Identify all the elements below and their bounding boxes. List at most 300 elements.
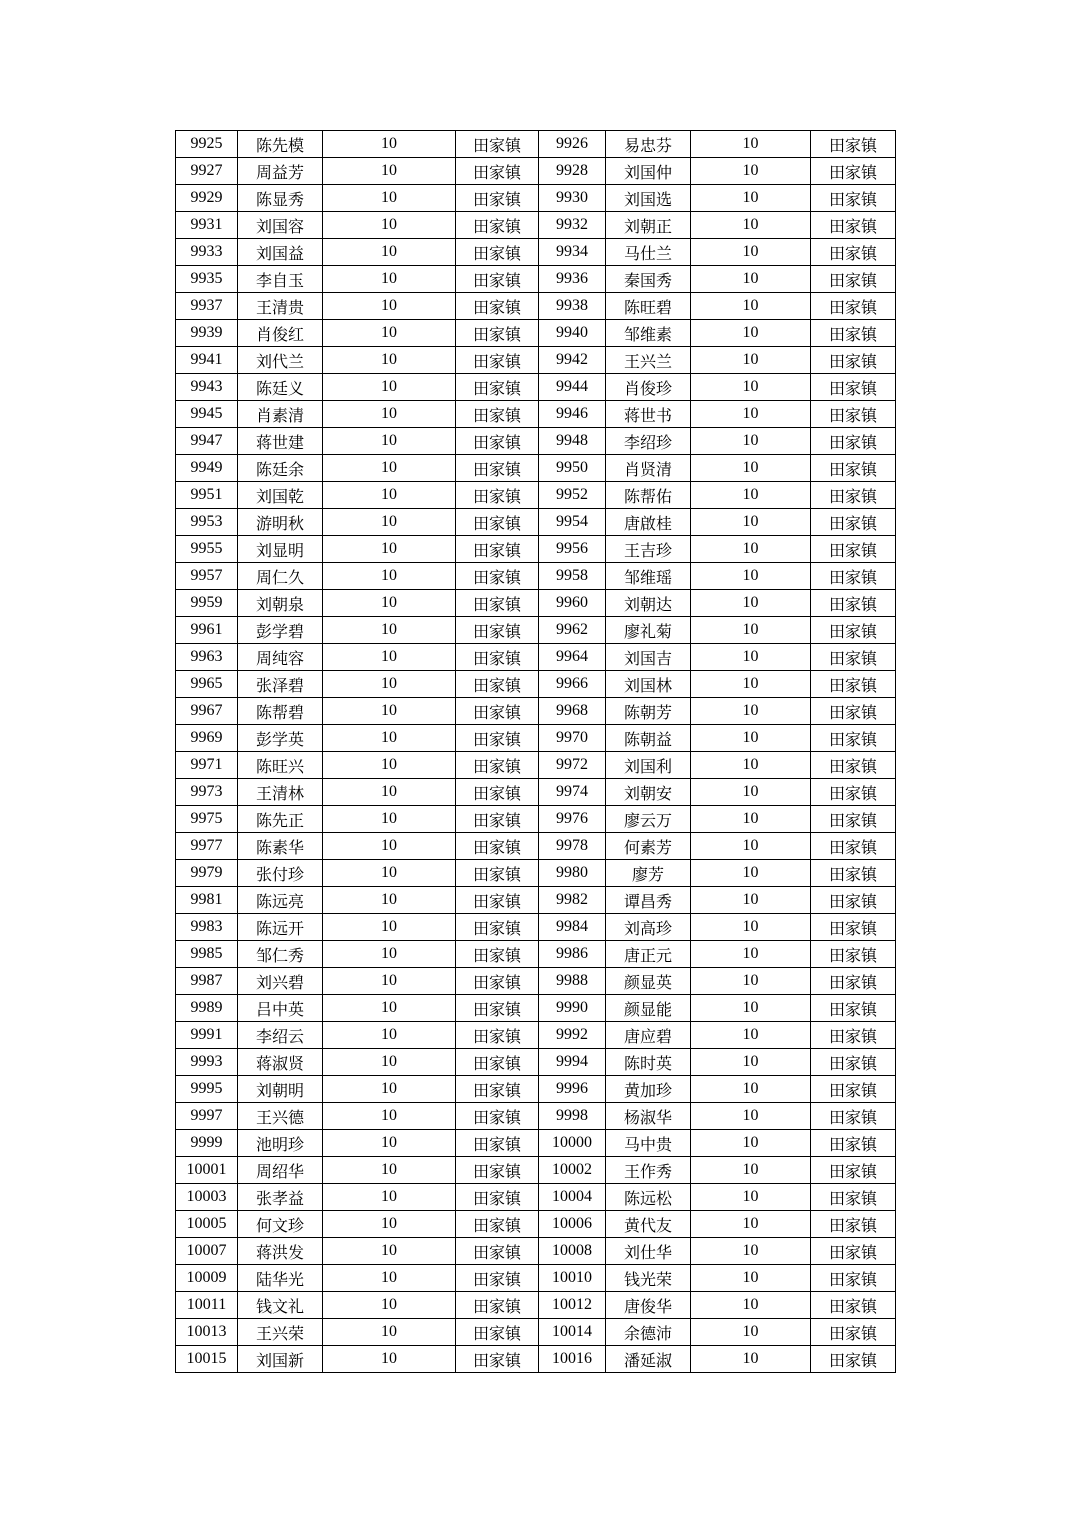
town-cell: 田家镇 [456,455,539,482]
town-cell: 田家镇 [811,806,896,833]
amount-cell: 10 [691,1319,811,1346]
amount-cell: 10 [323,455,456,482]
id-cell: 9932 [539,212,606,239]
amount-cell: 10 [323,1211,456,1238]
town-cell: 田家镇 [811,428,896,455]
town-cell: 田家镇 [456,1319,539,1346]
amount-cell: 10 [323,428,456,455]
town-cell: 田家镇 [811,1130,896,1157]
table-row [176,158,896,185]
name-cell: 周益芳 [238,158,323,185]
amount-cell: 10 [323,563,456,590]
town-cell: 田家镇 [456,482,539,509]
name-cell: 易忠芬 [606,131,691,158]
town-cell: 田家镇 [811,968,896,995]
amount-cell: 10 [691,428,811,455]
id-cell: 9988 [539,968,606,995]
name-cell: 邹维素 [606,320,691,347]
id-cell: 9992 [539,1022,606,1049]
table-row [176,1265,896,1292]
amount-cell: 10 [323,374,456,401]
name-cell: 秦国秀 [606,266,691,293]
name-cell: 刘国乾 [238,482,323,509]
name-cell: 刘高珍 [606,914,691,941]
table-row [176,563,896,590]
amount-cell: 10 [691,455,811,482]
id-cell: 9940 [539,320,606,347]
id-cell: 9955 [176,536,238,563]
town-cell: 田家镇 [456,266,539,293]
name-cell: 钱光荣 [606,1265,691,1292]
amount-cell: 10 [323,158,456,185]
id-cell: 9973 [176,779,238,806]
town-cell: 田家镇 [811,482,896,509]
id-cell: 9999 [176,1130,238,1157]
name-cell: 唐应碧 [606,1022,691,1049]
amount-cell: 10 [323,536,456,563]
town-cell: 田家镇 [456,563,539,590]
town-cell: 田家镇 [456,860,539,887]
name-cell: 肖俊珍 [606,374,691,401]
amount-cell: 10 [323,806,456,833]
amount-cell: 10 [323,482,456,509]
name-cell: 马仕兰 [606,239,691,266]
town-cell: 田家镇 [456,1238,539,1265]
town-cell: 田家镇 [811,1157,896,1184]
table-row [176,1022,896,1049]
id-cell: 9982 [539,887,606,914]
id-cell: 10016 [539,1346,606,1373]
id-cell: 9958 [539,563,606,590]
id-cell: 9997 [176,1103,238,1130]
amount-cell: 10 [323,887,456,914]
id-cell: 9942 [539,347,606,374]
id-cell: 9964 [539,644,606,671]
name-cell: 马中贵 [606,1130,691,1157]
name-cell: 游明秋 [238,509,323,536]
id-cell: 9936 [539,266,606,293]
amount-cell: 10 [691,1238,811,1265]
name-cell: 肖贤清 [606,455,691,482]
name-cell: 唐俊华 [606,1292,691,1319]
amount-cell: 10 [323,293,456,320]
table-row [176,239,896,266]
id-cell: 9968 [539,698,606,725]
name-cell: 刘国林 [606,671,691,698]
table-row [176,509,896,536]
id-cell: 9935 [176,266,238,293]
amount-cell: 10 [691,968,811,995]
id-cell: 9944 [539,374,606,401]
id-cell: 10014 [539,1319,606,1346]
name-cell: 蒋世书 [606,401,691,428]
name-cell: 陈朝芳 [606,698,691,725]
town-cell: 田家镇 [811,995,896,1022]
id-cell: 9963 [176,644,238,671]
town-cell: 田家镇 [811,644,896,671]
town-cell: 田家镇 [811,1319,896,1346]
table-row [176,860,896,887]
amount-cell: 10 [691,1292,811,1319]
name-cell: 陈廷义 [238,374,323,401]
amount-cell: 10 [691,158,811,185]
town-cell: 田家镇 [811,509,896,536]
id-cell: 10003 [176,1184,238,1211]
table-row [176,698,896,725]
town-cell: 田家镇 [456,320,539,347]
id-cell: 9970 [539,725,606,752]
name-cell: 陈素华 [238,833,323,860]
id-cell: 9926 [539,131,606,158]
town-cell: 田家镇 [456,536,539,563]
name-cell: 肖素清 [238,401,323,428]
name-cell: 彭学碧 [238,617,323,644]
amount-cell: 10 [323,266,456,293]
id-cell: 10011 [176,1292,238,1319]
name-cell: 陈旺碧 [606,293,691,320]
town-cell: 田家镇 [456,1130,539,1157]
name-cell: 陈帮佑 [606,482,691,509]
name-cell: 何文珍 [238,1211,323,1238]
name-cell: 刘仕华 [606,1238,691,1265]
amount-cell: 10 [691,725,811,752]
id-cell: 9939 [176,320,238,347]
id-cell: 9930 [539,185,606,212]
town-cell: 田家镇 [811,833,896,860]
table-row [176,347,896,374]
town-cell: 田家镇 [456,887,539,914]
id-cell: 9975 [176,806,238,833]
amount-cell: 10 [691,941,811,968]
table-row [176,266,896,293]
table-row [176,590,896,617]
town-cell: 田家镇 [811,671,896,698]
id-cell: 10008 [539,1238,606,1265]
town-cell: 田家镇 [811,887,896,914]
name-cell: 王兴兰 [606,347,691,374]
amount-cell: 10 [691,347,811,374]
town-cell: 田家镇 [456,671,539,698]
town-cell: 田家镇 [811,1049,896,1076]
amount-cell: 10 [323,1103,456,1130]
town-cell: 田家镇 [811,320,896,347]
id-cell: 9976 [539,806,606,833]
town-cell: 田家镇 [811,266,896,293]
id-cell: 9986 [539,941,606,968]
name-cell: 刘朝泉 [238,590,323,617]
town-cell: 田家镇 [811,401,896,428]
name-cell: 潘延淑 [606,1346,691,1373]
id-cell: 9971 [176,752,238,779]
table-row [176,887,896,914]
amount-cell: 10 [323,860,456,887]
town-cell: 田家镇 [456,239,539,266]
table-row [176,968,896,995]
id-cell: 9979 [176,860,238,887]
amount-cell: 10 [691,536,811,563]
amount-cell: 10 [323,995,456,1022]
name-cell: 陈先正 [238,806,323,833]
table-row [176,725,896,752]
name-cell: 陈朝益 [606,725,691,752]
table-row [176,1103,896,1130]
amount-cell: 10 [323,401,456,428]
amount-cell: 10 [691,185,811,212]
name-cell: 刘国新 [238,1346,323,1373]
town-cell: 田家镇 [456,1346,539,1373]
town-cell: 田家镇 [811,1265,896,1292]
town-cell: 田家镇 [811,752,896,779]
amount-cell: 10 [691,212,811,239]
name-cell: 陈廷余 [238,455,323,482]
name-cell: 蒋淑贤 [238,1049,323,1076]
id-cell: 9972 [539,752,606,779]
town-cell: 田家镇 [456,1103,539,1130]
id-cell: 9980 [539,860,606,887]
name-cell: 陈先模 [238,131,323,158]
name-cell: 刘兴碧 [238,968,323,995]
id-cell: 9993 [176,1049,238,1076]
table-row [176,671,896,698]
id-cell: 9948 [539,428,606,455]
name-cell: 杨淑华 [606,1103,691,1130]
name-cell: 颜显能 [606,995,691,1022]
town-cell: 田家镇 [811,698,896,725]
town-cell: 田家镇 [811,1076,896,1103]
id-cell: 9931 [176,212,238,239]
name-cell: 刘国益 [238,239,323,266]
table-row [176,455,896,482]
id-cell: 9951 [176,482,238,509]
table-row [176,536,896,563]
id-cell: 9978 [539,833,606,860]
town-cell: 田家镇 [456,995,539,1022]
id-cell: 9996 [539,1076,606,1103]
id-cell: 9945 [176,401,238,428]
table-row [176,617,896,644]
id-cell: 9938 [539,293,606,320]
amount-cell: 10 [323,1346,456,1373]
name-cell: 王兴德 [238,1103,323,1130]
name-cell: 张付珍 [238,860,323,887]
table-row [176,1130,896,1157]
amount-cell: 10 [691,266,811,293]
town-cell: 田家镇 [811,1238,896,1265]
table-row [176,833,896,860]
amount-cell: 10 [691,779,811,806]
id-cell: 9989 [176,995,238,1022]
town-cell: 田家镇 [456,941,539,968]
table-row [176,1076,896,1103]
id-cell: 10007 [176,1238,238,1265]
town-cell: 田家镇 [456,293,539,320]
name-cell: 刘显明 [238,536,323,563]
town-cell: 田家镇 [456,779,539,806]
id-cell: 9981 [176,887,238,914]
town-cell: 田家镇 [456,806,539,833]
town-cell: 田家镇 [456,401,539,428]
id-cell: 9956 [539,536,606,563]
id-cell: 9969 [176,725,238,752]
town-cell: 田家镇 [811,1346,896,1373]
name-cell: 刘国容 [238,212,323,239]
name-cell: 刘国吉 [606,644,691,671]
name-cell: 蒋洪发 [238,1238,323,1265]
id-cell: 9946 [539,401,606,428]
amount-cell: 10 [691,644,811,671]
town-cell: 田家镇 [811,455,896,482]
town-cell: 田家镇 [811,131,896,158]
name-cell: 刘朝安 [606,779,691,806]
id-cell: 9966 [539,671,606,698]
id-cell: 9991 [176,1022,238,1049]
amount-cell: 10 [323,1184,456,1211]
town-cell: 田家镇 [811,590,896,617]
name-cell: 刘国选 [606,185,691,212]
name-cell: 蒋世建 [238,428,323,455]
amount-cell: 10 [691,509,811,536]
amount-cell: 10 [323,752,456,779]
name-cell: 黄加珍 [606,1076,691,1103]
amount-cell: 10 [323,590,456,617]
table-row [176,1238,896,1265]
name-cell: 池明珍 [238,1130,323,1157]
town-cell: 田家镇 [456,644,539,671]
id-cell: 9974 [539,779,606,806]
name-cell: 王吉珍 [606,536,691,563]
table-row [176,293,896,320]
amount-cell: 10 [691,887,811,914]
amount-cell: 10 [323,320,456,347]
name-cell: 陈旺兴 [238,752,323,779]
table-row [176,212,896,239]
id-cell: 9990 [539,995,606,1022]
town-cell: 田家镇 [456,1076,539,1103]
id-cell: 10000 [539,1130,606,1157]
name-cell: 陈远开 [238,914,323,941]
amount-cell: 10 [323,968,456,995]
name-cell: 李自玉 [238,266,323,293]
id-cell: 10002 [539,1157,606,1184]
table-row [176,1346,896,1373]
amount-cell: 10 [323,1076,456,1103]
id-cell: 9934 [539,239,606,266]
town-cell: 田家镇 [811,536,896,563]
name-cell: 唐啟桂 [606,509,691,536]
name-cell: 刘代兰 [238,347,323,374]
name-cell: 肖俊红 [238,320,323,347]
table-row [176,185,896,212]
name-cell: 谭昌秀 [606,887,691,914]
name-cell: 陈显秀 [238,185,323,212]
table-row [176,131,896,158]
town-cell: 田家镇 [456,1292,539,1319]
name-cell: 周纯容 [238,644,323,671]
table-row [176,374,896,401]
amount-cell: 10 [691,617,811,644]
amount-cell: 10 [691,374,811,401]
amount-cell: 10 [691,833,811,860]
amount-cell: 10 [323,1265,456,1292]
town-cell: 田家镇 [456,617,539,644]
name-cell: 李绍珍 [606,428,691,455]
amount-cell: 10 [323,1049,456,1076]
table-row [176,779,896,806]
amount-cell: 10 [323,131,456,158]
id-cell: 9949 [176,455,238,482]
town-cell: 田家镇 [456,185,539,212]
id-cell: 9984 [539,914,606,941]
amount-cell: 10 [323,698,456,725]
amount-cell: 10 [691,320,811,347]
amount-cell: 10 [323,1238,456,1265]
town-cell: 田家镇 [811,185,896,212]
name-cell: 何素芳 [606,833,691,860]
id-cell: 9943 [176,374,238,401]
name-cell: 刘朝明 [238,1076,323,1103]
amount-cell: 10 [323,212,456,239]
town-cell: 田家镇 [811,1184,896,1211]
town-cell: 田家镇 [456,590,539,617]
amount-cell: 10 [323,671,456,698]
table-row [176,428,896,455]
id-cell: 9977 [176,833,238,860]
town-cell: 田家镇 [811,158,896,185]
id-cell: 9928 [539,158,606,185]
id-cell: 10005 [176,1211,238,1238]
name-cell: 刘国利 [606,752,691,779]
amount-cell: 10 [323,833,456,860]
town-cell: 田家镇 [811,1103,896,1130]
amount-cell: 10 [323,617,456,644]
name-cell: 廖云万 [606,806,691,833]
amount-cell: 10 [323,914,456,941]
amount-cell: 10 [691,752,811,779]
town-cell: 田家镇 [811,617,896,644]
name-cell: 余德沛 [606,1319,691,1346]
amount-cell: 10 [691,1076,811,1103]
amount-cell: 10 [691,995,811,1022]
table-row [176,1157,896,1184]
town-cell: 田家镇 [456,374,539,401]
id-cell: 9983 [176,914,238,941]
town-cell: 田家镇 [456,131,539,158]
town-cell: 田家镇 [456,347,539,374]
town-cell: 田家镇 [811,914,896,941]
amount-cell: 10 [323,347,456,374]
town-cell: 田家镇 [811,1022,896,1049]
town-cell: 田家镇 [811,212,896,239]
amount-cell: 10 [323,185,456,212]
id-cell: 9925 [176,131,238,158]
name-cell: 陈远松 [606,1184,691,1211]
table-row [176,914,896,941]
id-cell: 10009 [176,1265,238,1292]
amount-cell: 10 [691,1211,811,1238]
amount-cell: 10 [323,725,456,752]
town-cell: 田家镇 [456,1265,539,1292]
name-cell: 邹维瑶 [606,563,691,590]
table-row [176,752,896,779]
amount-cell: 10 [323,644,456,671]
amount-cell: 10 [323,1022,456,1049]
town-cell: 田家镇 [456,968,539,995]
town-cell: 田家镇 [456,833,539,860]
id-cell: 9953 [176,509,238,536]
town-cell: 田家镇 [456,428,539,455]
amount-cell: 10 [691,860,811,887]
id-cell: 9933 [176,239,238,266]
